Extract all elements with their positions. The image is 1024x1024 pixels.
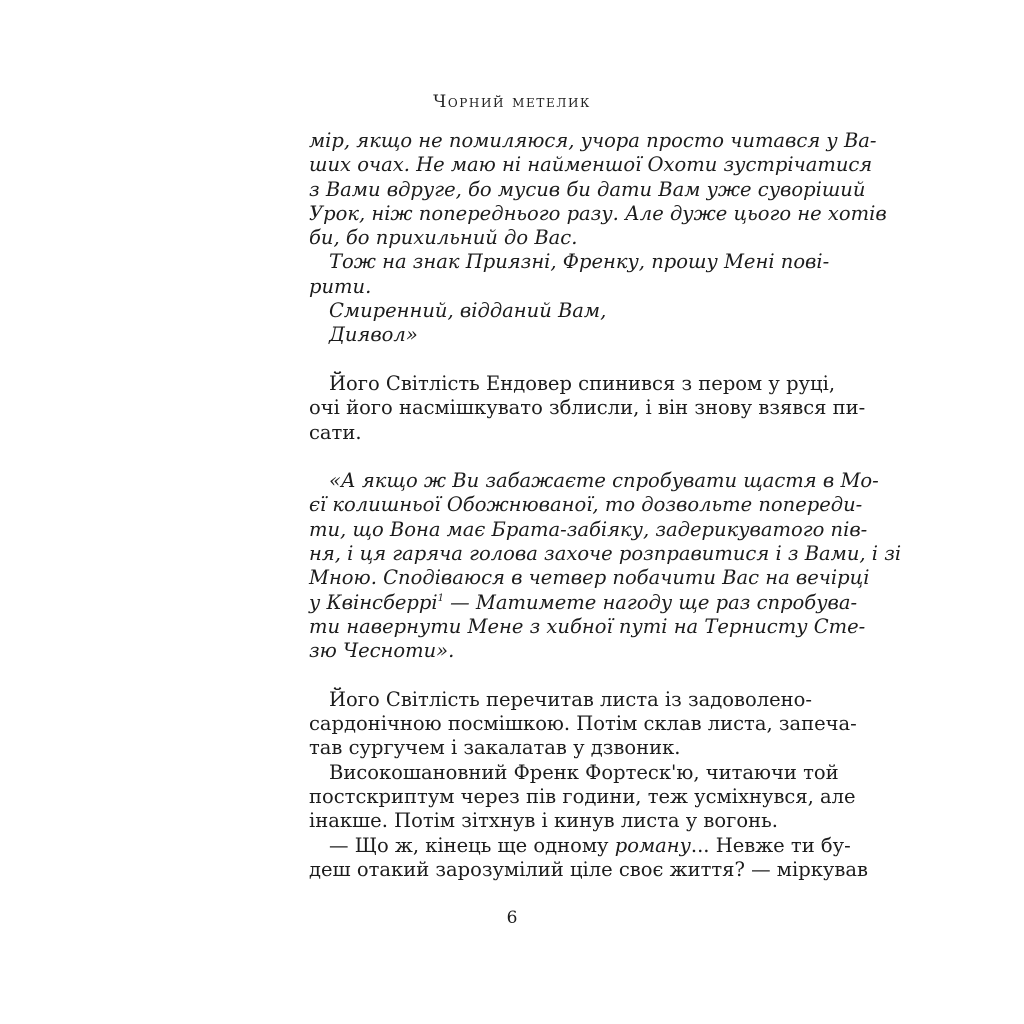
text-line bbox=[309, 687, 812, 712]
emphasis-run: роману bbox=[614, 833, 691, 857]
text-run: постскриптум через пів години, теж усміхнувся, але bbox=[309, 785, 856, 809]
footnote-mark: 1 bbox=[437, 592, 444, 604]
text-line bbox=[309, 517, 868, 542]
text-line bbox=[309, 590, 858, 615]
text-run: очі його насмішкувато зблисли, і він знову взявся пи- bbox=[309, 396, 866, 420]
text-run: сардонічною посмішкою. Потім склав листа, запеча- bbox=[309, 712, 857, 736]
text-run: Диявол» bbox=[329, 323, 418, 347]
text-line bbox=[309, 542, 902, 566]
text-line bbox=[309, 857, 868, 882]
text-line bbox=[309, 371, 836, 396]
text-run: єї колишньої Обожнюваної, то дозвольте попереди- bbox=[309, 493, 863, 517]
text-line bbox=[309, 129, 877, 153]
text-run: ших очах. Не маю ні найменшої Охоти зустрічатися bbox=[309, 153, 873, 177]
text-run: сати. bbox=[309, 420, 362, 444]
text-run: Урок, ніж попереднього разу. Але дуже цього не хотів bbox=[309, 201, 887, 225]
text-line bbox=[309, 566, 870, 590]
blank-line bbox=[309, 445, 780, 469]
text-line bbox=[309, 493, 863, 517]
text-run: Високошановний Френк Фортеск'ю, читаючи той bbox=[329, 760, 839, 784]
text-line bbox=[309, 226, 780, 250]
text-line bbox=[309, 614, 866, 639]
text-line bbox=[309, 785, 856, 809]
text-run: Смиренний, відданий Вам, bbox=[329, 299, 607, 323]
text-run: ти навернути Мене з хибної путі на Тернисту Сте- bbox=[309, 614, 866, 638]
text-line bbox=[309, 153, 873, 177]
text-line bbox=[309, 250, 830, 274]
body-text bbox=[309, 129, 902, 882]
text-run: ня, і ця гаряча голова захоче розправитися і з Вами, і зі bbox=[309, 542, 902, 566]
text-line bbox=[309, 299, 780, 323]
text-run: би, бо прихильний до Вас. bbox=[309, 226, 578, 250]
text-line bbox=[309, 421, 780, 445]
text-line bbox=[309, 323, 780, 347]
text-run: з Вами вдруге, бо мусив би дати Вам уже суворіший bbox=[309, 177, 866, 201]
text-run: деш отакий зарозумілий ціле своє життя? — міркував bbox=[309, 857, 868, 881]
text-line bbox=[309, 809, 780, 833]
text-line bbox=[309, 469, 879, 493]
text-run: — Що ж, кінець ще одному bbox=[329, 833, 615, 857]
text-run: ... Невже ти бу- bbox=[690, 833, 851, 857]
text-run: Його Світлість перечитав листа із задоволено- bbox=[329, 687, 812, 711]
text-run: — Матимете нагоду ще раз спробува- bbox=[443, 590, 858, 614]
text-run: Його Світлість Ендовер спинився з пером у руці, bbox=[329, 371, 836, 395]
text-line bbox=[309, 177, 866, 202]
text-run: Тож на знак Приязні, Френку, прошу Мені пові- bbox=[329, 250, 830, 274]
text-line bbox=[309, 396, 866, 420]
text-line bbox=[309, 760, 839, 785]
blank-line bbox=[309, 664, 780, 688]
text-line bbox=[309, 275, 780, 299]
text-line bbox=[309, 201, 887, 226]
text-run: рити. bbox=[309, 274, 372, 298]
text-run: ти, що Вона має Брата-забіяку, задерикуватого пів- bbox=[309, 517, 868, 541]
text-run: тав сургучем і закалатав у дзвоник. bbox=[309, 736, 681, 760]
text-run: мір, якщо не помиляюся, учора просто читався у Ва- bbox=[309, 129, 877, 152]
text-run: зю Чесноти». bbox=[309, 639, 455, 663]
text-line bbox=[309, 639, 780, 663]
text-run: «А якщо ж Ви забажаєте спробувати щастя в Мо- bbox=[329, 469, 879, 493]
text-run: Мною. Сподіваюся в четвер побачити Вас на вечірці bbox=[309, 566, 870, 590]
text-run: у Квінсберрі bbox=[309, 590, 438, 614]
text-line bbox=[309, 712, 857, 736]
text-line bbox=[309, 833, 851, 858]
page-number: 6 bbox=[506, 908, 518, 928]
text-line bbox=[309, 736, 780, 760]
running-header: Чорний метелик bbox=[433, 92, 591, 112]
text-run: інакше. Потім зітхнув і кинув листа у вогонь. bbox=[309, 809, 778, 833]
blank-line bbox=[309, 348, 780, 372]
